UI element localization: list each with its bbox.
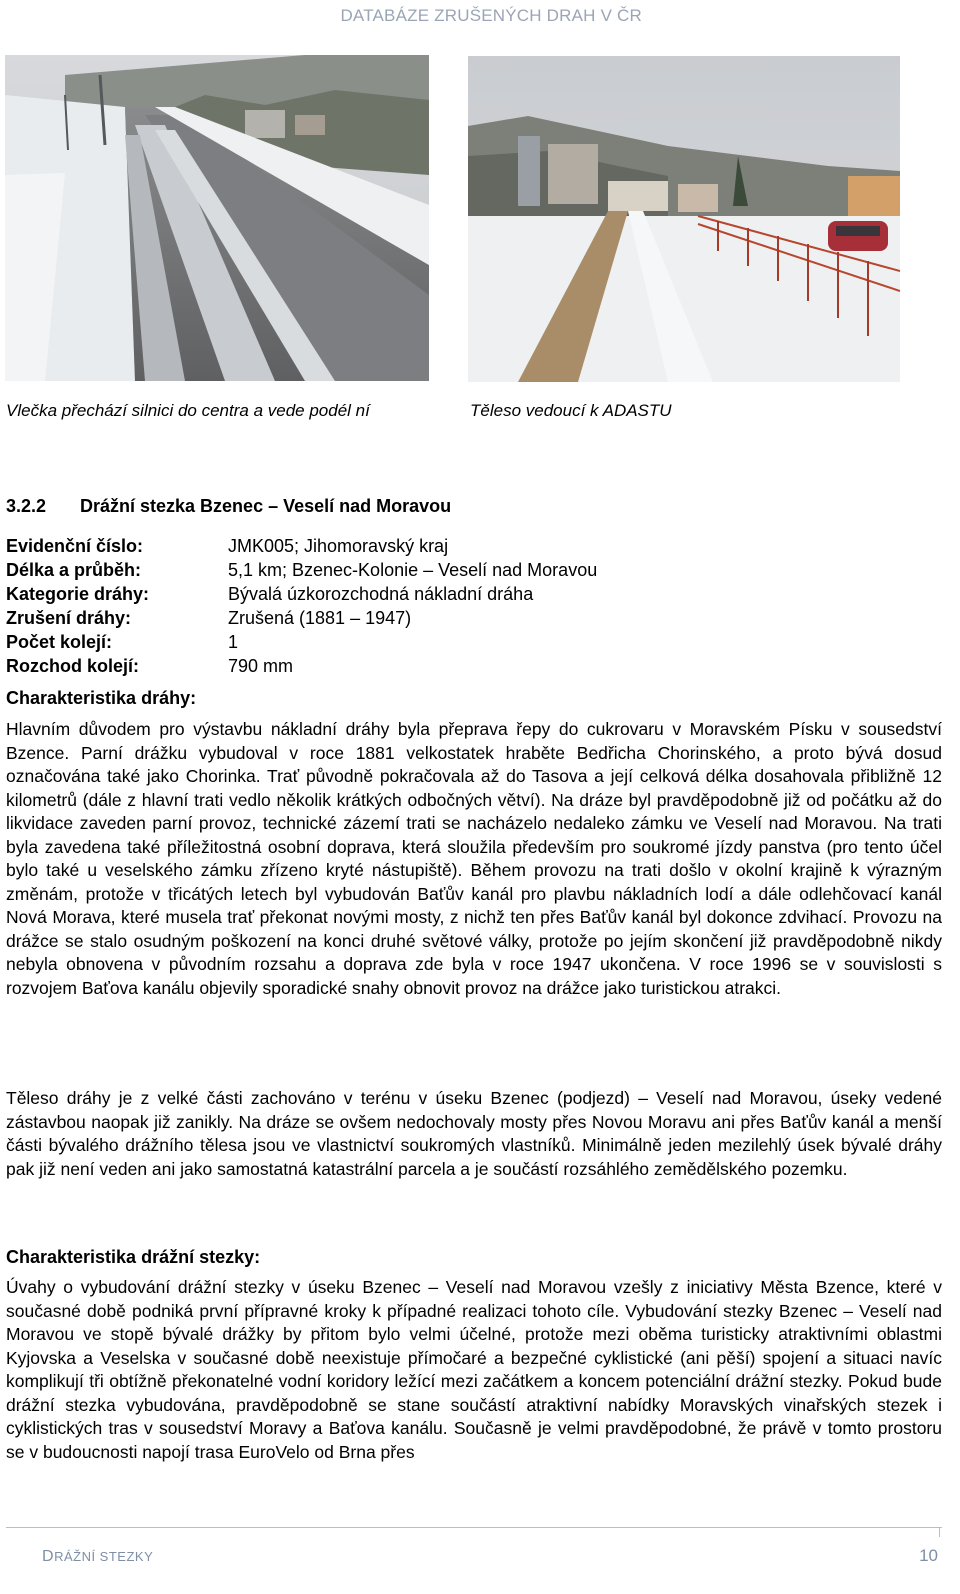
footer-label [42,1548,153,1566]
info-label: Počet kolejí: [6,632,113,652]
info-value: JMK005; Jihomoravský kraj [228,536,449,556]
footer-divider [6,1527,942,1528]
section-title: Drážní stezka Bzenec – Veselí nad Moravou [80,496,452,516]
photo-caption-left: Vlečka přechází silnici do centra a vede podél ní [6,401,370,420]
info-label: Evidenční číslo: [6,536,144,556]
section-heading [6,496,451,517]
stezka-heading: Charakteristika drážní stezky: [6,1247,261,1267]
characteristics-paragraph-2: Těleso dráhy je z velké části zachováno v terénu v úseku Bzenec (podjezd) – Veselí nad Moravou, úseky vedené zástavbou naopak již zanikly. Na dráze se ovšem nedochovaly mosty přes Novou Moravu ani přes Baťův kanál a menší části bývalého drážního tělesa jsou ve vlastnictví soukromých vlastníků. Minimálně jeden mezilehlý úsek bývalé dráhy pak již není veden ani jako samostatná katastrální parcela a je součástí rozsáhlého zemědělského pozemku. [6,1088,942,1179]
info-value: Zrušená (1881 – 1947) [228,608,412,628]
footer-label-rest: RÁŽNÍ STEZKY [54,1549,154,1564]
photo-path-with-fence-image [468,56,900,382]
info-row-zruseni [6,606,946,630]
info-label: Zrušení dráhy: [6,608,132,628]
info-table [6,534,946,678]
characteristics-paragraph-1: Hlavním důvodem pro výstavbu nákladní dráhy byla přeprava řepy do cukrovaru v Moravském Písku v sousedství Bzence. Parní drážku vybudoval v roce 1881 velkostatek hraběte Bedřicha Chorinského, a proto bývá dosud označována také jako Chorinka. Trať původně pokračovala až do Tasova a její celková délka dosahovala přibližně 12 kilometrů (dále z hlavní trati vedlo několik krátkých odbočných větví). Na dráze byl pravděpodobně již od počátku až do likvidace zaveden parní provoz, technické zázemí trati se nacházelo nedaleko zámku ve Veselí nad Moravou. Na trati byla zavedena také příležitostná osobní doprava, která sloužila především pro soukromé jízdy panstva (pro tento účel bylo také u veselského zámku zřízeno kryté nástupiště). Během provozu na trati došlo v okolní krajině k výrazným změnám, protože v třicátých letech byl vybudován Baťův kanál pro plavbu nákladních lodí a dále odlehčovací kanál Nová Morava, které musela trať překonat novými mosty, z nichž ten přes Baťův kanál byl dokonce zdvihací. Provozu na drážce se stalo osudným poškození na konci druhé světové války, protože po jejím skončení již pravděpodobně nikdy nebyla obnovena v původním rozsahu a doprava zde byla v roce 1947 ukončena. V roce 1996 se v souvislosti s rozvojem Baťova kanálu objevily sporadické snahy obnovit provoz na drážce jako turistickou atrakci. [6,719,942,999]
photo-path-with-fence [468,56,900,382]
info-label: Délka a průběh: [6,560,142,580]
info-value: 790 mm [228,656,294,676]
photo-caption-right: Těleso vedoucí k ADASTU [470,401,672,420]
info-label: Kategorie dráhy: [6,584,150,604]
info-value: 5,1 km; Bzenec-Kolonie – Veselí nad Moravou [228,560,598,580]
info-row-delka [6,558,946,582]
stezka-paragraph: Úvahy o vybudování drážní stezky v úseku Bzenec – Veselí nad Moravou vzešly z iniciativy Města Bzence, které v současné době podniká první přípravné kroky k případné realizaci tohoto cíle. Vybudování stezky Bzenec – Veselí nad Moravou ve stopě bývalé drážky by přitom bylo velmi účelné, protože mezi oběma turisticky atraktivními oblastmi Kyjovska a Veselska v současné době neexistuje přímočaré a bezpečné cyklistické (ani pěší) spojení a situaci navíc komplikují tři obtížně překonatelné vodní koridory ležící mezi začátkem a koncem potenciální drážní stezky. Pokud bude drážní stezka vybudována, pravděpodobně se stane součástí atraktivní nabídky Moravských vinařských stezek i cyklistických tras v sousedství Moravy a Baťova kanálu. Současně je velmi pravděpodobné, že právě v tomto prostoru se v budoucnosti napojí trasa EuroVelo od Brna přes [6,1277,942,1462]
footer-label-initial: D [42,1548,55,1565]
info-label: Rozchod kolejí: [6,656,140,676]
page-number: 10 [919,1546,938,1565]
info-value: Bývalá úzkorozchodná nákladní dráha [228,584,534,604]
info-row-kategorie [6,582,946,606]
section-number: 3.2.2 [6,496,47,516]
info-value: 1 [228,632,239,652]
info-row-pocet-koleji [6,630,946,654]
photo-snowy-road [5,55,429,381]
photo-snowy-road-image [5,55,429,381]
footer-tick [939,1527,940,1537]
characteristics-heading: Charakteristika dráhy: [6,688,197,708]
header-title: DATABÁZE ZRUŠENÝCH DRAH V ČR [340,6,642,25]
info-row-evidencni-cislo [6,534,946,558]
info-row-rozchod [6,654,946,678]
